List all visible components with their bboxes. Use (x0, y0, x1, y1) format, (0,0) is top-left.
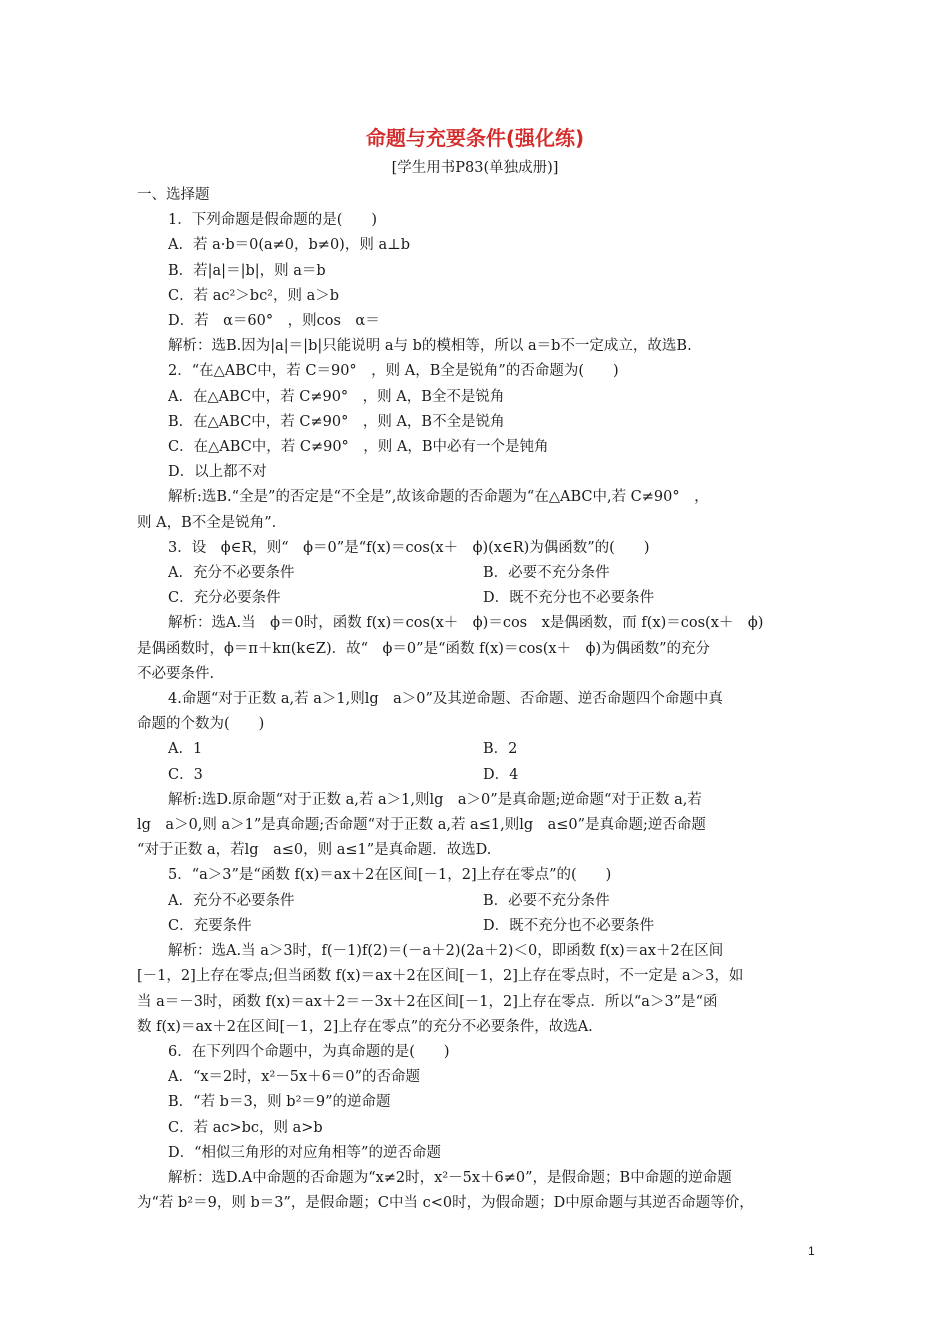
q5-option-d: D．既不充分也不必要条件 (483, 917, 655, 934)
q4-option-b: B．2 (483, 741, 518, 758)
q2-option-b: B．在△ABC中，若 C≠90° ，则 A，B不全是锐角 (168, 413, 505, 430)
q2-option-a: A．在△ABC中，若 C≠90° ，则 A，B全不是锐角 (168, 388, 505, 405)
q5-answer-line2: [－1，2]上存在零点;但当函数 f(x)＝ax＋2在区间[－1，2]上存在零点时，不一定是 a＞3，如 (137, 968, 744, 985)
content (137, 183, 817, 1216)
q4-options-row1 (137, 737, 817, 762)
q4-option-d: D．4 (483, 766, 519, 783)
q4-stem-line2: 命题的个数为( ) (137, 716, 265, 733)
q4-answer-line3: “对于正数 a，若lg a≤0，则 a≤1”是真命题．故选D. (137, 842, 492, 859)
q3-stem: 3．设 ϕ∈R，则“ ϕ＝0”是“f(x)＝cos(x＋ ϕ)(x∈R)为偶函数”的( ) (168, 539, 650, 556)
q6-option-d: D．“相似三角形的对应角相等”的逆否命题 (168, 1144, 441, 1161)
q3-option-d: D．既不充分也不必要条件 (483, 590, 655, 607)
q6-answer-line2: 为“若 b²＝9，则 b＝3”，是假命题；C中当 c<0时，为假命题；D中原命题与其逆否命题等价， (137, 1195, 754, 1212)
q5-option-c: C．充要条件 (168, 917, 252, 934)
q3-answer-line1: 解析：选A.当 ϕ＝0时，函数 f(x)＝cos(x＋ ϕ)＝cos x是偶函数，而 f(x)＝cos(x＋ ϕ) (168, 615, 764, 632)
q4-option-c: C．3 (168, 766, 203, 783)
q5-stem: 5．“a＞3”是“函数 f(x)＝ax＋2在区间[－1，2]上存在零点”的( ) (168, 867, 612, 884)
q2-option-d: D．以上都不对 (168, 464, 267, 481)
q5-answer-line4: 数 f(x)＝ax＋2在区间[－1，2]上存在零点”的充分不必要条件，故选A. (137, 1018, 593, 1035)
page-subtitle: [学生用书P83(单独成册)] (391, 160, 559, 176)
q1-option-d: D．若 α＝60° ，则cos α＝ (168, 313, 380, 330)
q6-answer-line1: 解析：选D.A中命题的否命题为“x≠2时，x²－5x＋6≠0”，是假命题；B中命题的逆命题 (168, 1169, 732, 1186)
q5-options-row2 (137, 914, 817, 939)
q5-answer-line3: 当 a＝－3时，函数 f(x)＝ax＋2＝－3x＋2在区间[－1，2]上存在零点．所以“a＞3”是“函 (137, 993, 718, 1010)
q4-answer-line2: lg a＞0,则 a＞1”是真命题;否命题“对于正数 a,若 a≤1,则lg a≤0”是真命题;逆否命题 (137, 817, 706, 834)
q1-option-b: B．若|a|＝|b|，则 a＝b (168, 262, 326, 279)
q1-option-a: A．若 a·b＝0(a≠0，b≠0)，则 a⊥b (168, 237, 411, 254)
q6-option-b: B．“若 b＝3，则 b²＝9”的逆命题 (168, 1094, 391, 1111)
q2-answer-line2: 则 A，B不全是锐角”. (137, 514, 277, 531)
q6-option-c: C．若 ac>bc，则 a>b (168, 1119, 323, 1136)
q3-option-c: C．充分必要条件 (168, 590, 281, 607)
q4-stem-line1: 4.命题“对于正数 a,若 a＞1,则lg a＞0”及其逆命题、否命题、逆否命题四个命题中真 (168, 691, 723, 708)
q3-options-row1 (137, 561, 817, 586)
q5-answer-line1: 解析：选A.当 a＞3时，f(－1)f(2)＝(－a＋2)(2a＋2)＜0，即函数 f(x)＝ax＋2在区间 (168, 943, 724, 960)
q3-option-b: B．必要不充分条件 (483, 565, 610, 582)
q3-answer-line2: 是偶函数时，ϕ＝π＋kπ(k∈Z)．故“ ϕ＝0”是“函数 f(x)＝cos(x＋ ϕ)为偶函数”的充分 (137, 640, 711, 657)
q3-option-a: A．充分不必要条件 (168, 565, 295, 582)
q2-stem: 2．“在△ABC中，若 C＝90° ，则 A，B全是锐角”的否命题为( ) (168, 363, 619, 380)
q1-answer: 解析：选B.因为|a|＝|b|只能说明 a与 b的模相等，所以 a＝b不一定成立，故选B. (168, 338, 692, 355)
section-heading: 一、选择题 (137, 187, 210, 203)
q3-options-row2 (137, 586, 817, 611)
q6-option-a: A．“x＝2时，x²－5x＋6＝0”的否命题 (168, 1069, 421, 1086)
q5-option-a: A．充分不必要条件 (168, 892, 295, 909)
q1-option-c: C．若 ac²＞bc²，则 a＞b (168, 287, 340, 304)
q5-options-row1 (137, 889, 817, 914)
q2-answer-line1: 解析:选B.“全是”的否定是“不全是”,故该命题的否命题为“在△ABC中,若 C≠90° ， (168, 489, 709, 506)
q4-option-a: A．1 (168, 741, 203, 758)
q3-answer-line3: 不必要条件. (137, 665, 215, 682)
page-title: 命题与充要条件(强化练) (365, 126, 585, 150)
q2-option-c: C．在△ABC中，若 C≠90° ，则 A，B中必有一个是钝角 (168, 439, 549, 456)
q4-options-row2 (137, 763, 817, 788)
q5-option-b: B．必要不充分条件 (483, 892, 610, 909)
q6-stem: 6．在下列四个命题中，为真命题的是( ) (168, 1043, 450, 1060)
q1-stem: 1．下列命题是假命题的是( ) (168, 212, 378, 229)
page-number: 1 (808, 1244, 815, 1258)
q4-answer-line1: 解析:选D.原命题“对于正数 a,若 a＞1,则lg a＞0”是真命题;逆命题“对于正数 a,若 (168, 791, 702, 808)
